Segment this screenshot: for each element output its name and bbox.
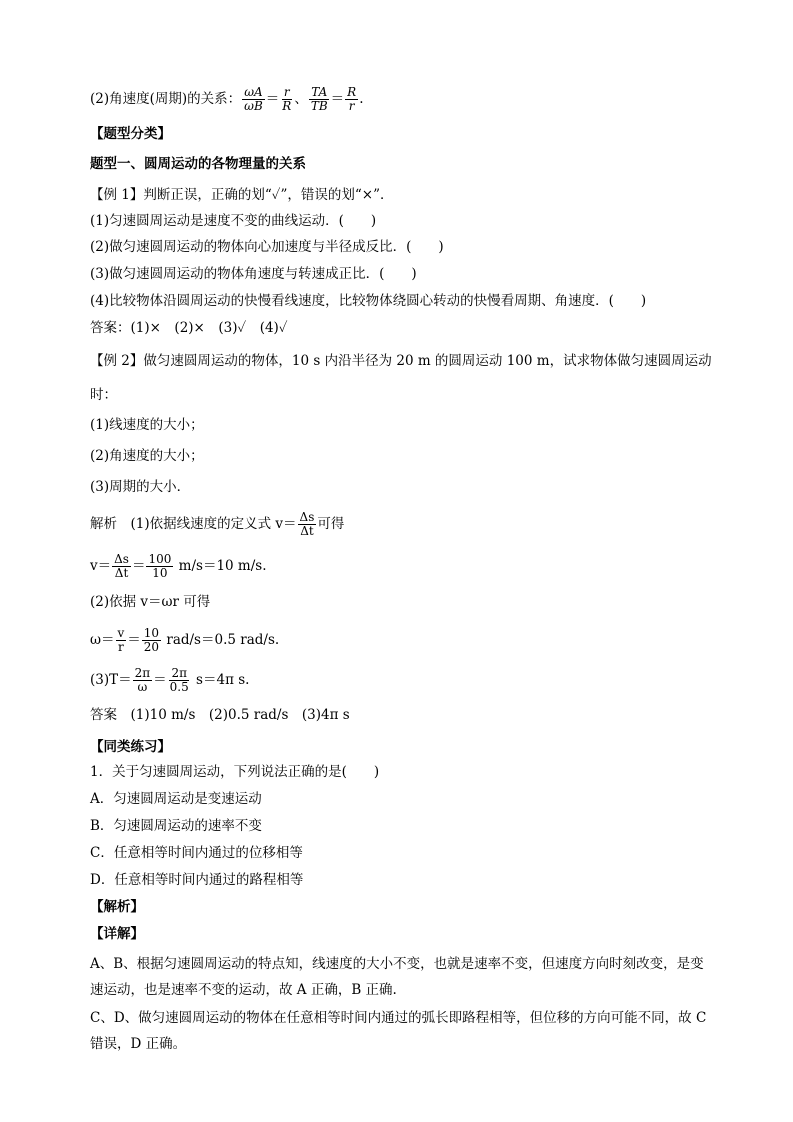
frac-den: R <box>282 99 292 113</box>
eq-lhs: v＝ <box>90 558 112 574</box>
example2-title-line1: 【例 2】做匀速圆周运动的物体，10 s 内沿半径为 20 m 的圆周运动 100 m，试求物体做匀速圆周运动 <box>90 353 712 369</box>
practice-option-c: C．任意相等时间内通过的位移相等 <box>90 845 303 861</box>
equals: ＝ <box>153 672 167 688</box>
frac-den: 20 <box>143 640 160 654</box>
frac-num: r <box>283 85 290 99</box>
eq-rest: rad/s＝0.5 rad/s. <box>162 632 280 648</box>
frac-den: r <box>348 99 355 113</box>
practice-option-d: D．任意相等时间内通过的路程相等 <box>90 872 304 888</box>
angular-velocity-relation <box>90 86 363 113</box>
eq-rest: m/s＝10 m/s. <box>174 558 267 574</box>
practice-question: 1．关于匀速圆周运动，下列说法正确的是( ) <box>90 764 380 780</box>
frac-num: Δs <box>299 510 315 524</box>
practice-option-a: A．匀速圆周运动是变速运动 <box>90 791 262 807</box>
fraction <box>133 667 153 694</box>
fraction <box>116 627 127 654</box>
practice-option-b: B．匀速圆周运动的速率不变 <box>90 818 262 834</box>
frac-den: ω <box>137 680 148 694</box>
frac-num: 10 <box>143 626 160 640</box>
detail-label: 【详解】 <box>90 926 144 942</box>
solution-text: 可得 <box>317 516 345 532</box>
fraction-omega <box>242 86 265 113</box>
equals: ＝ <box>127 632 141 648</box>
frac-num: 2π <box>171 666 187 680</box>
example1-title: 【例 1】判断正误，正确的划“✓”，错误的划“×”． <box>90 187 394 203</box>
equals: ＝ <box>330 91 345 107</box>
eq-lhs: ω＝ <box>90 632 115 648</box>
example1-item: (4)比较物体沿圆周运动的快慢看线速度，比较物体绕圆心转动的快慢看周期、角速度．( ) <box>90 293 647 309</box>
velocity-equation <box>90 553 266 580</box>
frac-den: Δt <box>300 524 314 538</box>
frac-num: TA <box>311 85 328 99</box>
omega-equation <box>90 627 279 654</box>
example2-question: (3)周期的大小． <box>90 479 191 495</box>
frac-num: Δs <box>114 552 129 566</box>
frac-den: 0.5 <box>169 680 189 694</box>
frac-num: v <box>117 626 125 640</box>
period-equation <box>90 667 249 694</box>
fraction-radius <box>280 86 293 113</box>
frac-den: TB <box>310 99 328 113</box>
example1-item: (1)匀速圆周运动是速度不变的曲线运动．( ) <box>90 213 377 229</box>
relation-label: (2)角速度(周期)的关系： <box>90 91 242 107</box>
example2-title-line2: 时： <box>90 387 117 403</box>
frac-num: ωA <box>244 85 263 99</box>
detail-paragraph-1: A、B、根据匀速圆周运动的特点知，线速度的大小不变，也就是速率不变，但速度方向时刻改变，是变速运动，也是速率不变的运动，故 A 正确，B 正确. <box>90 956 704 998</box>
frac-den: Δt <box>114 566 129 580</box>
heading-type1: 题型一、圆周运动的各物理量的关系 <box>90 156 306 172</box>
frac-den: 10 <box>152 566 168 580</box>
solution-step1 <box>90 511 344 538</box>
fraction <box>112 553 131 580</box>
equals: ＝ <box>131 558 146 574</box>
frac-num: 100 <box>148 552 172 566</box>
example1-item: (3)做匀速圆周运动的物体角速度与转速成正比．( ) <box>90 266 417 282</box>
fraction-period <box>309 86 330 113</box>
frac-num: 2π <box>134 666 151 680</box>
example2-question: (2)角速度的大小； <box>90 448 204 464</box>
fraction <box>146 553 173 580</box>
omega-intro: (2)依据 v＝ωr 可得 <box>90 594 211 610</box>
period: . <box>359 91 364 107</box>
eq-lhs: (3)T＝ <box>90 672 132 688</box>
solution-text: 解析 (1)依据线速度的定义式 v＝ <box>90 516 297 532</box>
example2-question: (1)线速度的大小； <box>90 417 204 433</box>
fraction <box>142 627 161 654</box>
fraction-ds-dt <box>298 511 317 538</box>
equals: ＝ <box>265 91 280 107</box>
fraction-radius-inverse <box>345 86 358 113</box>
separator: 、 <box>294 91 308 107</box>
fraction <box>168 667 191 694</box>
example1-answer: 答案：(1)× (2)× (3)✓ (4)✓ <box>90 320 288 336</box>
detail-paragraph-2: C、D、做匀速圆周运动的物体在任意相等时间内通过的弧长即路程相等，但位移的方向可能不同，故 C 错误，D 正确。 <box>90 1010 707 1052</box>
frac-den: r <box>118 640 124 654</box>
analysis-label: 【解析】 <box>90 899 144 915</box>
frac-den: ωB <box>244 99 263 113</box>
frac-num: R <box>347 85 357 99</box>
heading-category: 【题型分类】 <box>90 126 171 142</box>
example1-item: (2)做匀速圆周运动的物体向心加速度与半径成反比．( ) <box>90 239 444 255</box>
practice-heading: 【同类练习】 <box>90 739 171 755</box>
eq-rest: s＝4π s. <box>191 672 250 688</box>
example2-answer: 答案 (1)10 m/s (2)0.5 rad/s (3)4π s <box>90 707 350 723</box>
